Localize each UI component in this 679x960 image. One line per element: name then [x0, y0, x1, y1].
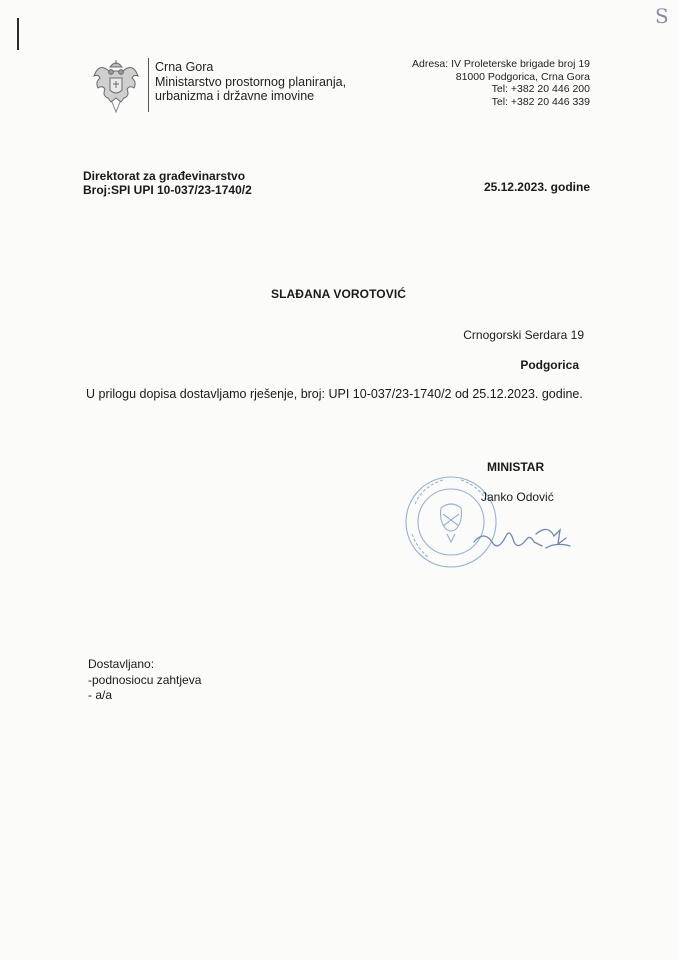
coat-of-arms-icon [91, 58, 141, 114]
postal-line: 81000 Podgorica, Crna Gora [455, 70, 590, 83]
recipient-street: Crnogorski Serdara 19 [463, 328, 584, 342]
address-line: Adresa: IV Proleterske brigade broj 19 [411, 58, 590, 70]
distribution-list [88, 657, 201, 704]
list-item: - a/a [88, 688, 113, 702]
signatory-title: MINISTAR [487, 460, 545, 474]
distribution-heading: Dostavljano: [88, 657, 155, 671]
recipient-name: SLAĐANA VOROTOVIĆ [271, 287, 407, 301]
ministry-line-1: Ministarstvo prostornog planiranja, [155, 74, 347, 89]
ministry-line-2: urbanizma i državne imovine [155, 89, 315, 103]
phone-line-2: Tel: +382 20 446 339 [491, 95, 590, 108]
country-line: Crna Gora [155, 60, 214, 74]
recipient-city: Podgorica [520, 358, 579, 372]
reference-block [83, 169, 252, 197]
list-item: -podnosiocu zahtjeva [88, 672, 202, 687]
ministry-name [155, 60, 346, 104]
handwritten-signature-icon [470, 512, 575, 562]
margin-pen-mark [17, 18, 19, 50]
directorate-name: Direktorat za građevinarstvo [83, 169, 246, 183]
header-divider [148, 58, 149, 112]
signatory-name: Janko Odović [481, 490, 554, 504]
contact-block [412, 58, 590, 108]
document-date: 25.12.2023. godine [483, 180, 590, 194]
phone-line-1: Tel: +382 20 446 200 [491, 83, 590, 95]
body-paragraph: U prilogu dopisa dostavljamo rješenje, broj: UPI 10-037/23-1740/2 od 25.12.2023. godine. [86, 387, 583, 401]
reference-number: Broj:SPI UPI 10-037/23-1740/2 [83, 183, 252, 197]
corner-handwritten-mark: S [655, 4, 669, 28]
